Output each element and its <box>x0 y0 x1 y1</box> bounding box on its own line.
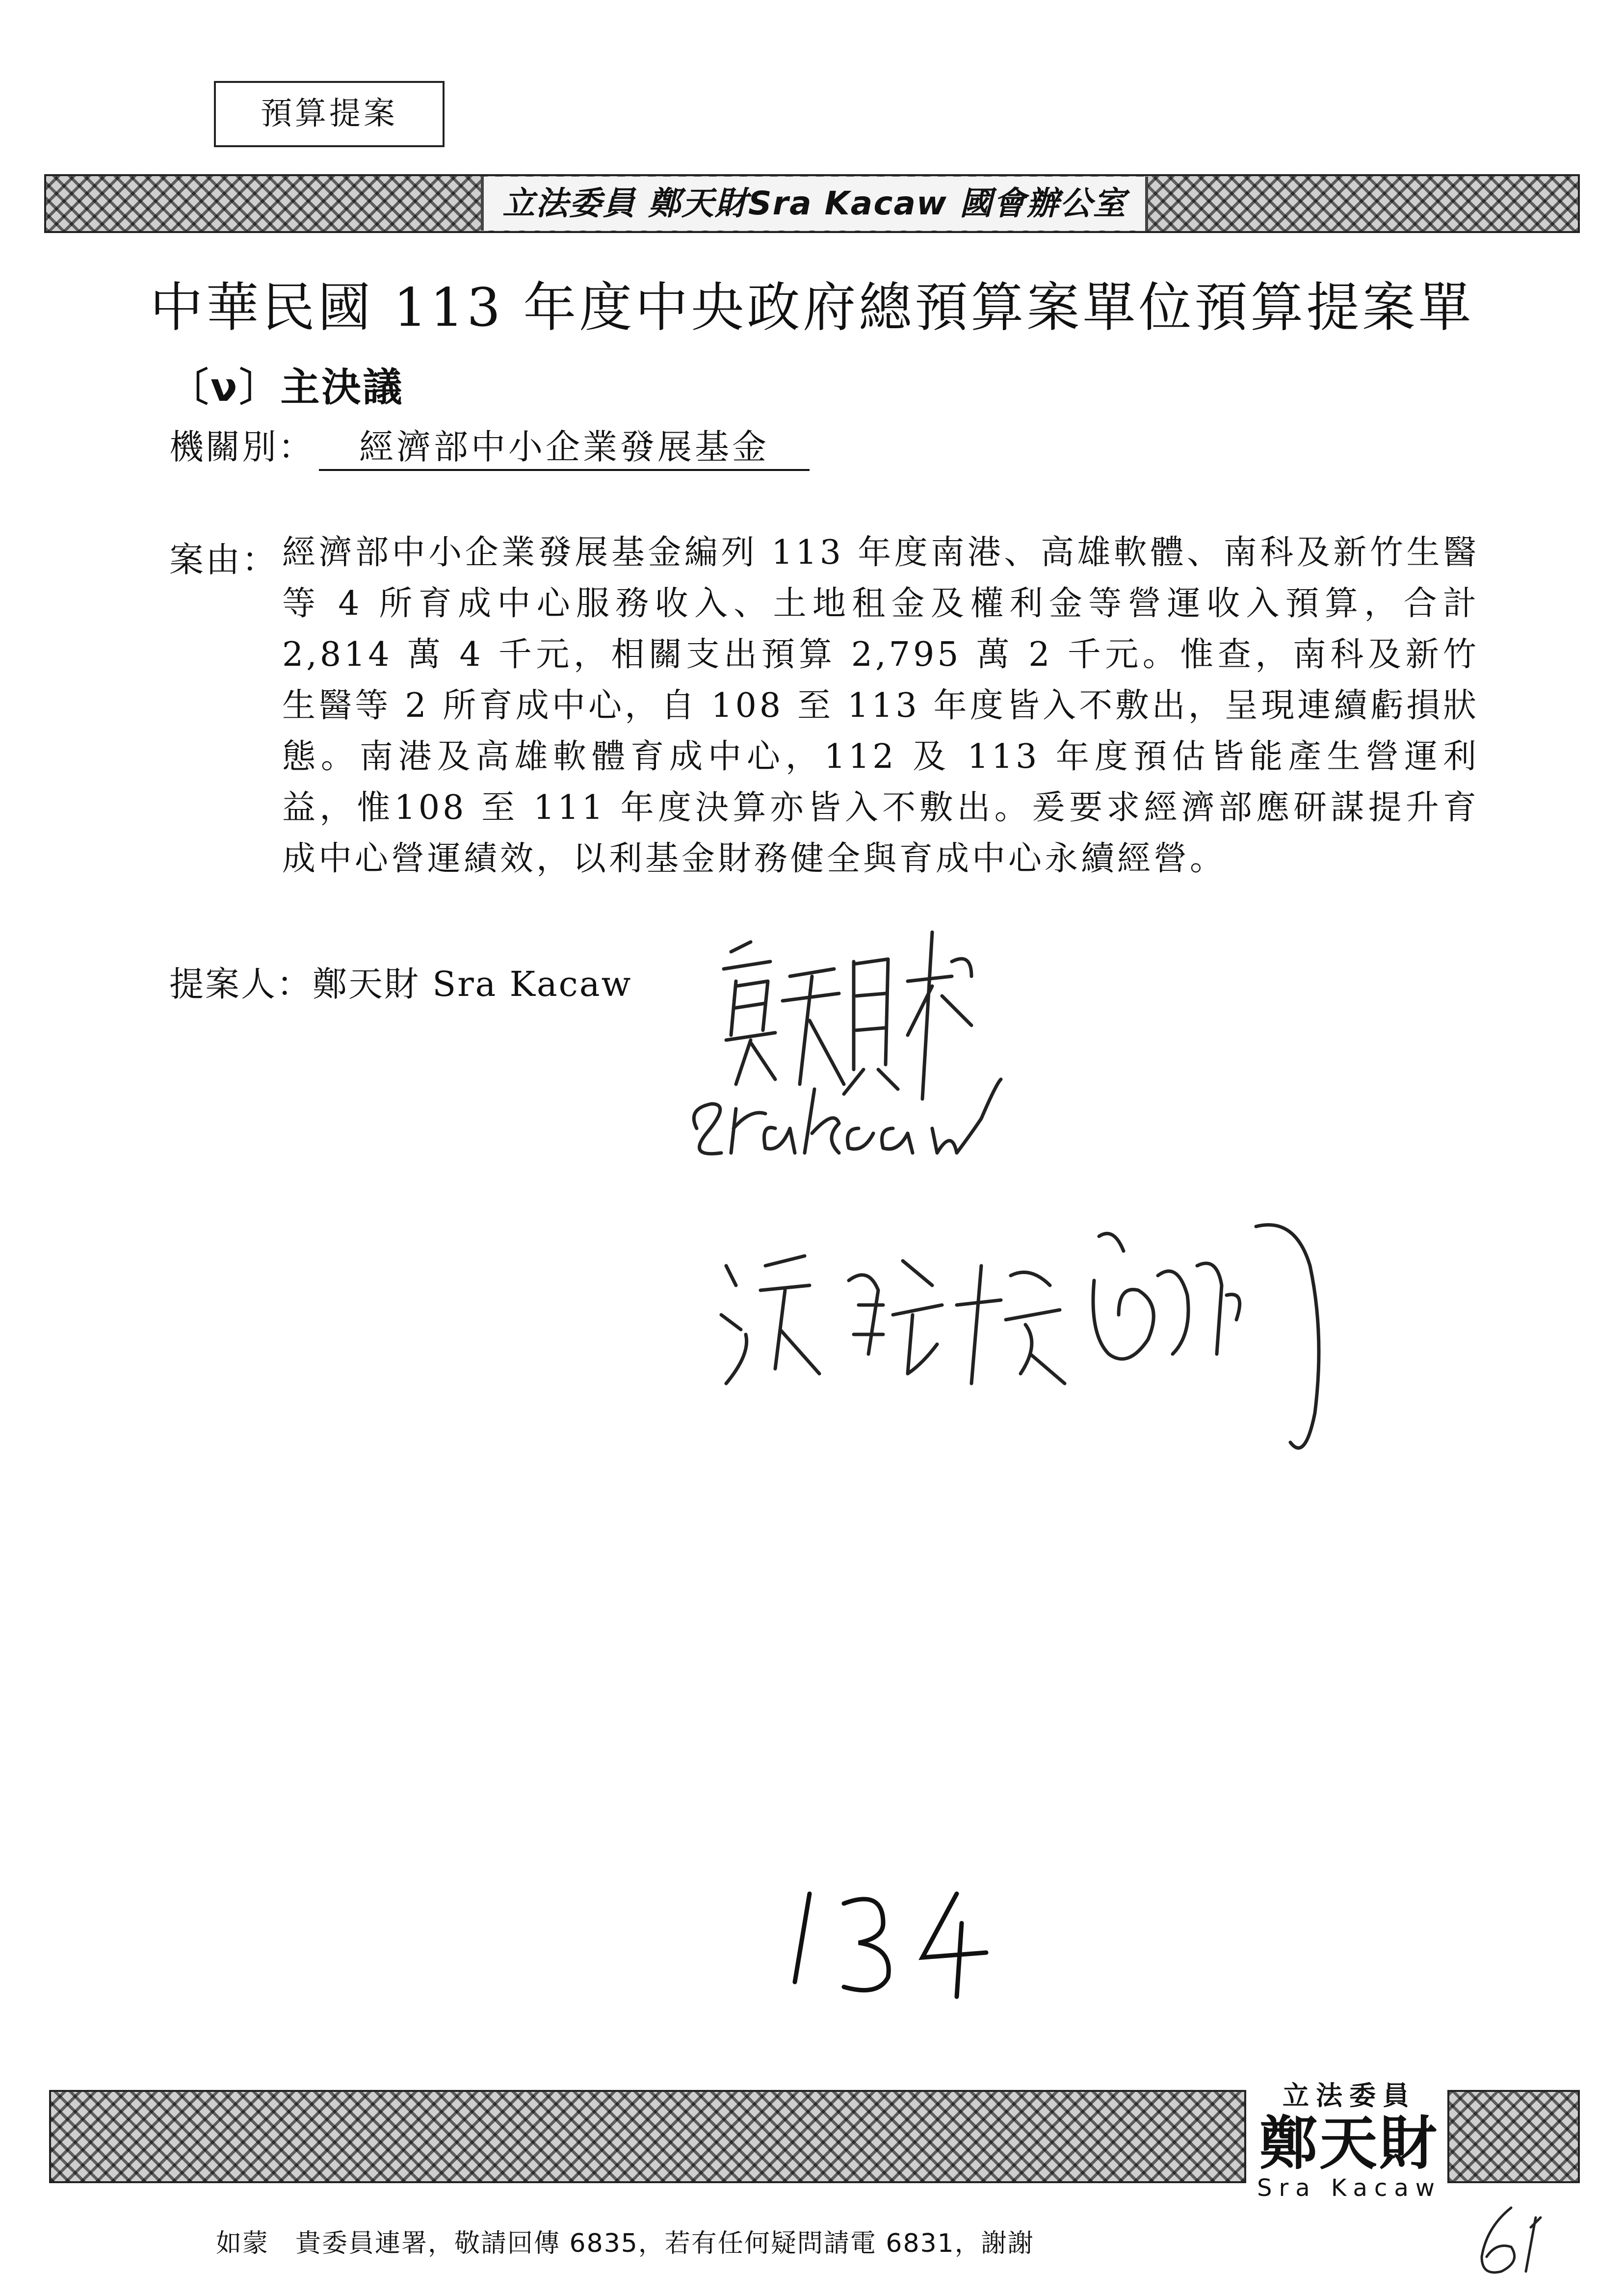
proposer-line: 提案人：鄭天財 Sra Kacaw <box>169 964 632 1004</box>
resolution-type: 〔ν〕主決議 <box>169 365 404 410</box>
signature-cosigner <box>707 1207 1384 1482</box>
legislator-logo <box>1251 2073 1447 2200</box>
handwritten-sheet-number <box>1467 2198 1565 2281</box>
footer-band-left <box>49 2090 1246 2183</box>
signature-proposer <box>677 922 1050 1177</box>
logo-title: 立法委員 <box>1283 2080 1416 2111</box>
footer-band-right <box>1447 2090 1580 2183</box>
document-title: 中華民國 113 年度中央政府總預算案單位預算提案單 <box>150 277 1474 339</box>
logo-name: 鄭天財 <box>1259 2110 1439 2177</box>
footer-note: 如蒙 貴委員連署，敬請回傳 6835，若有任何疑問請電 6831，謝謝 <box>216 2229 1034 2258</box>
proposal-tag: 預算提案 <box>214 81 445 147</box>
reason-label: 案由： <box>169 540 278 580</box>
reason-text: 經濟部中小企業發展基金編列 113 年度南港、高雄軟體、南科及新竹生醫等 4 所育成中心服務收入、土地租金及權利金等營運收入預算，合計2,814 萬 4 千元，相關支出預算 2,795 萬 2 千元。惟查，南科及新竹生醫等 2 所育成中心，自 108 至 113 年度皆入不敷出，呈現連續虧損狀態。南港及高雄軟體育成中心，112 及 113 年度預估皆能產生營運利益，惟108 至 111 年度決算亦皆入不敷出。爰要求經濟部應研謀提升育成中心營運績效，以利基金財務健全與育成中心永續經營。 <box>282 533 1479 878</box>
office-banner: 立法委員 鄭天財Sra Kacaw 國會辦公室 <box>481 177 1148 231</box>
agency-value: 經濟部中小企業發展基金 <box>319 419 810 471</box>
logo-romanized: Sra Kacaw <box>1257 2174 1441 2202</box>
handwritten-page-number <box>775 1879 1001 2007</box>
agency-label: 機關別： <box>169 427 314 467</box>
